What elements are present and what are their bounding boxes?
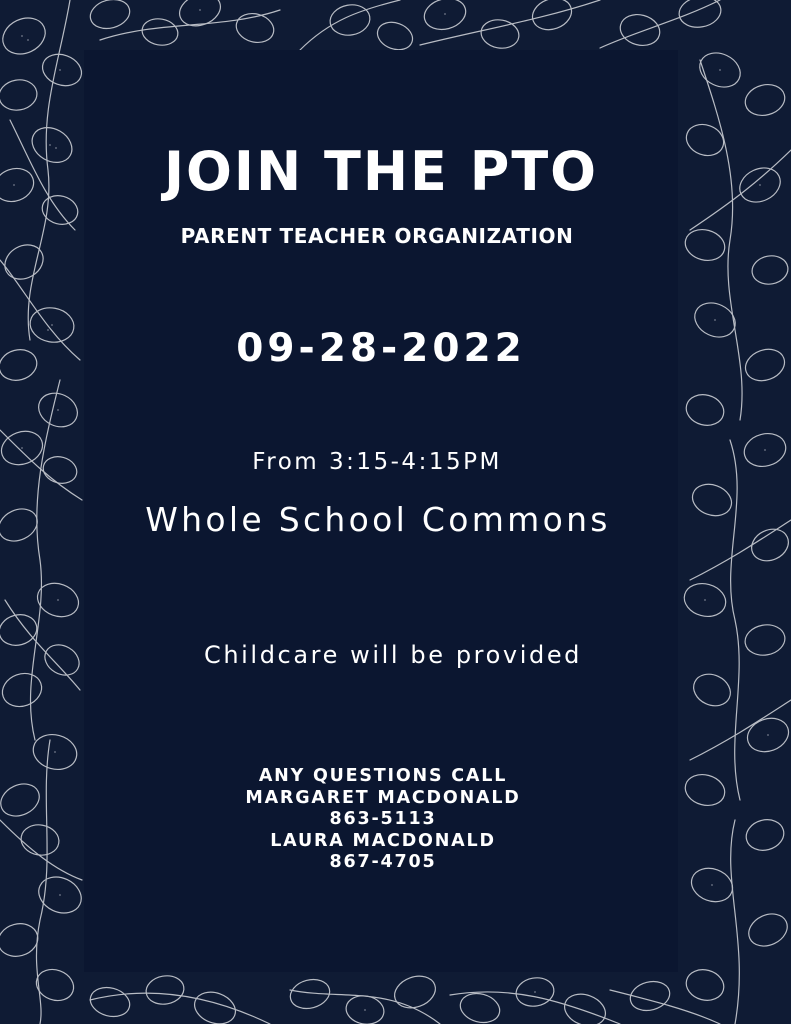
contact-heading: ANY QUESTIONS CALL — [258, 766, 508, 786]
flyer-title: JOIN THE PTO — [163, 140, 599, 203]
contact-block — [86, 766, 680, 874]
contact-2-phone: 867-4705 — [329, 852, 437, 872]
event-time: From 3:15-4:15PM — [252, 449, 502, 475]
contact-1-name: MARGARET MACDONALD — [245, 787, 521, 808]
event-location: Whole School Commons — [145, 500, 611, 539]
contact-2-name: LAURA MACDONALD — [270, 830, 496, 851]
childcare-note: Childcare will be provided — [203, 641, 583, 669]
contact-1-phone: 863-5113 — [329, 809, 437, 829]
flyer-subtitle: PARENT TEACHER ORGANIZATION — [180, 224, 574, 248]
event-date: 09-28-2022 — [236, 326, 526, 371]
